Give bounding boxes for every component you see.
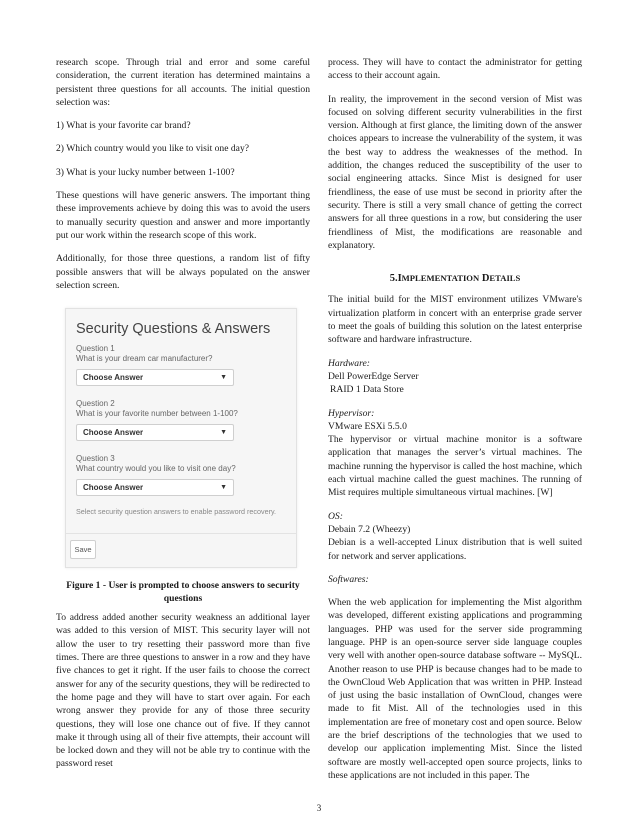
question-item: 2) Which country would you like to visit one day? bbox=[56, 143, 249, 155]
question-2-label: Question 2 bbox=[76, 399, 115, 409]
question-item: 3) What is your lucky number between 1-100? bbox=[56, 166, 235, 178]
os-label: OS: bbox=[328, 510, 343, 522]
hardware-label: Hardware: bbox=[328, 357, 370, 369]
answer-select-1[interactable] bbox=[76, 369, 234, 386]
question-3-label: Question 3 bbox=[76, 454, 115, 464]
select-value: Choose Answer bbox=[83, 373, 144, 382]
paragraph: process. They will have to contact the administrator for getting access to their account again. bbox=[328, 57, 582, 82]
select-value: Choose Answer bbox=[83, 428, 144, 437]
section-heading: 5.IMPLEMENTATION DETAILS bbox=[389, 273, 521, 285]
question-3-text: What country would you like to visit one day? bbox=[76, 464, 236, 474]
select-value: Choose Answer bbox=[83, 483, 144, 492]
question-2-text: What is your favorite number between 1-100? bbox=[76, 409, 238, 419]
figure-hint: Select security question answers to enable password recovery. bbox=[76, 507, 277, 517]
paragraph: The initial build for the MIST environment utilizes VMware's virtualization platform in concert with an enterprise grade server to meet the goals of building this solution on the latest enterprise software and hardware infrastructure. bbox=[328, 294, 582, 346]
figure-divider bbox=[66, 533, 296, 534]
hypervisor-item: VMware ESXi 5.5.0 bbox=[328, 420, 407, 432]
question-item: 1) What is your favorite car brand? bbox=[56, 120, 191, 132]
caret-down-icon: ▼ bbox=[220, 484, 227, 491]
paragraph: Additionally, for those three questions, a random list of fifty possible answers that will be always populated on the answer selection screen. bbox=[56, 253, 310, 291]
paragraph: In reality, the improvement in the second version of Mist was focused on solving different security vulnerabilities in the first version. Although at first glance, the limiting down of the answer choices appears to increase the vulnerability of the system, it was the best way to address the weaknesses of the method. In addition, the changes reduced the susceptibility of the user to social engineering attacks. Since Mist is designed for user friendliness, the ease of use must be second in priority after the security. There is still a very small chance of getting the correct answers for all three questions in a row, but considering the user friendliness of Mist, the modifications are reasonable and explanatory. bbox=[328, 93, 582, 251]
paragraph: To address added another security weakness an additional layer was added to this version of MIST. This security layer will not allow the user to try resetting their password more than five times. There are three questions to answer in a row and they have five chances to get it right. If the user fails to choose the correct answer for any of the security questions, they will be redirected to the home page and they will have to start over again. For each wrong answer they provide for any of those three security questions, they will lose one chance out of five. If they cannot make it through using all of their five attempts, their account will be locked down and they will not be able try to continue with the password reset bbox=[56, 612, 310, 770]
softwares-label: Softwares: bbox=[328, 573, 369, 585]
hypervisor-label: Hypervisor: bbox=[328, 407, 375, 419]
right-column bbox=[328, 56, 582, 782]
hardware-item: Dell PowerEdge Server bbox=[328, 370, 419, 382]
page-number: 3 bbox=[316, 803, 322, 813]
figure-caption: Figure 1 - User is prompted to choose answers to security questions bbox=[66, 580, 300, 604]
save-button[interactable]: Save bbox=[70, 540, 96, 559]
answer-select-3[interactable] bbox=[76, 479, 234, 496]
hardware-item: RAID 1 Data Store bbox=[330, 384, 404, 396]
left-column bbox=[56, 56, 310, 771]
caret-down-icon: ▼ bbox=[220, 429, 227, 436]
caret-down-icon: ▼ bbox=[220, 374, 227, 381]
answer-select-2[interactable] bbox=[76, 424, 234, 441]
paragraph: research scope. Through trial and error and some careful consideration, the current iteration has determined maintains a persistent three questions for all accounts. The initial question selection was: bbox=[56, 57, 310, 108]
figure-form-title: Security Questions & Answers bbox=[76, 321, 271, 338]
paragraph: The hypervisor or virtual machine monitor is a software application that manages the server’s virtual machines. The machine running the hypervisor is called the host machine, which each virtual machine called the guest machines. The running of Mist requires multiple simultaneous virtual machines. [W] bbox=[328, 434, 582, 499]
question-1-text: What is your dream car manufacturer? bbox=[76, 354, 213, 364]
question-1-label: Question 1 bbox=[76, 344, 115, 354]
paragraph: These questions will have generic answers. The important thing these improvements achieve by doing this was to avoid the users to manually security question and answer and more importantly put our work within the research scope of this work. bbox=[56, 190, 310, 241]
security-questions-figure bbox=[65, 308, 297, 568]
paragraph: When the web application for implementing the Mist algorithm was developed, different existing applications and programming languages. PHP was used for the server side programming language. PHP is an open-source server side language couples very well with another open-source database software -- MySQL. Another reason to use PHP is because changes had to be made to the OwnCloud Web Application that was written in PHP. Instead of just using the basic installation of OwnCloud, changes were made to fit Mist. All of the technologies used in this implementation are free of monetary cost and open source. Below are the brief descriptions of the technologies that we used to develop our application implementing Mist. Since the listed software are mostly well-accepted open source projects, links to these applications are not included in this paper. The bbox=[328, 597, 582, 781]
paragraph: Debian is a well-accepted Linux distribution that is well suited for network and server applications. bbox=[328, 537, 582, 562]
os-item: Debain 7.2 (Wheezy) bbox=[328, 523, 411, 535]
